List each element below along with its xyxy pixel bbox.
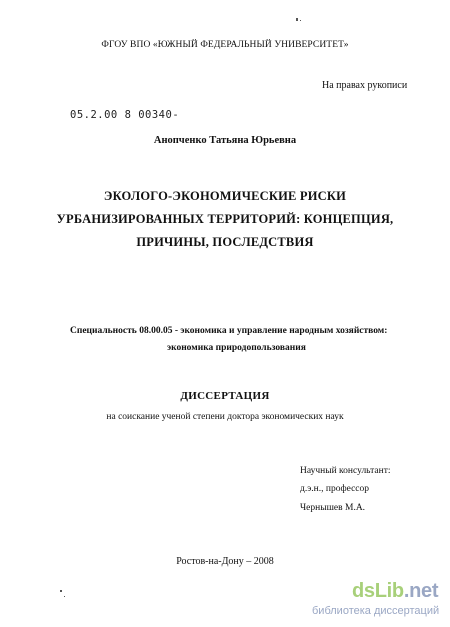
watermark-logo-part2: .net	[403, 580, 439, 602]
university-name: ФГОУ ВПО «ЮЖНЫЙ ФЕДЕРАЛЬНЫЙ УНИВЕРСИТЕТ»	[101, 40, 349, 50]
consultant-label: Научный консультант:	[300, 466, 391, 476]
archive-stamp: 05.2.00 8 00340-	[70, 109, 180, 121]
consultant-degree: д.э.н., профессор	[300, 484, 369, 494]
watermark-logo-part1: dsLib	[352, 580, 404, 602]
author-name: Анопченко Татьяна Юрьевна	[153, 135, 297, 146]
watermark-logo	[352, 580, 438, 603]
rights-note: На правах рукописи	[322, 80, 408, 91]
degree-sought: на соискание ученой степени доктора экономических наук	[106, 412, 344, 422]
scan-speck	[64, 596, 65, 597]
title-line-2: УРБАНИЗИРОВАННЫХ ТЕРРИТОРИЙ: КОНЦЕПЦИЯ,	[56, 212, 394, 226]
watermark-tagline: библиотека диссертаций	[312, 605, 440, 617]
scan-speck	[300, 20, 301, 21]
document-type: ДИССЕРТАЦИЯ	[180, 390, 270, 402]
city-year: Ростов-на-Дону – 2008	[176, 556, 274, 567]
specialty-line-2: экономика природопользования	[167, 343, 306, 353]
dissertation-title	[0, 185, 450, 254]
scan-speck	[60, 590, 62, 592]
title-line-1: ЭКОЛОГО-ЭКОНОМИЧЕСКИЕ РИСКИ	[103, 189, 347, 203]
scan-speck	[296, 18, 298, 21]
specialty-line-1: Специальность 08.00.05 - экономика и управление народным хозяйством:	[70, 326, 388, 336]
consultant-name: Чернышев М.А.	[300, 503, 366, 513]
title-line-3: ПРИЧИНЫ, ПОСЛЕДСТВИЯ	[136, 235, 314, 249]
